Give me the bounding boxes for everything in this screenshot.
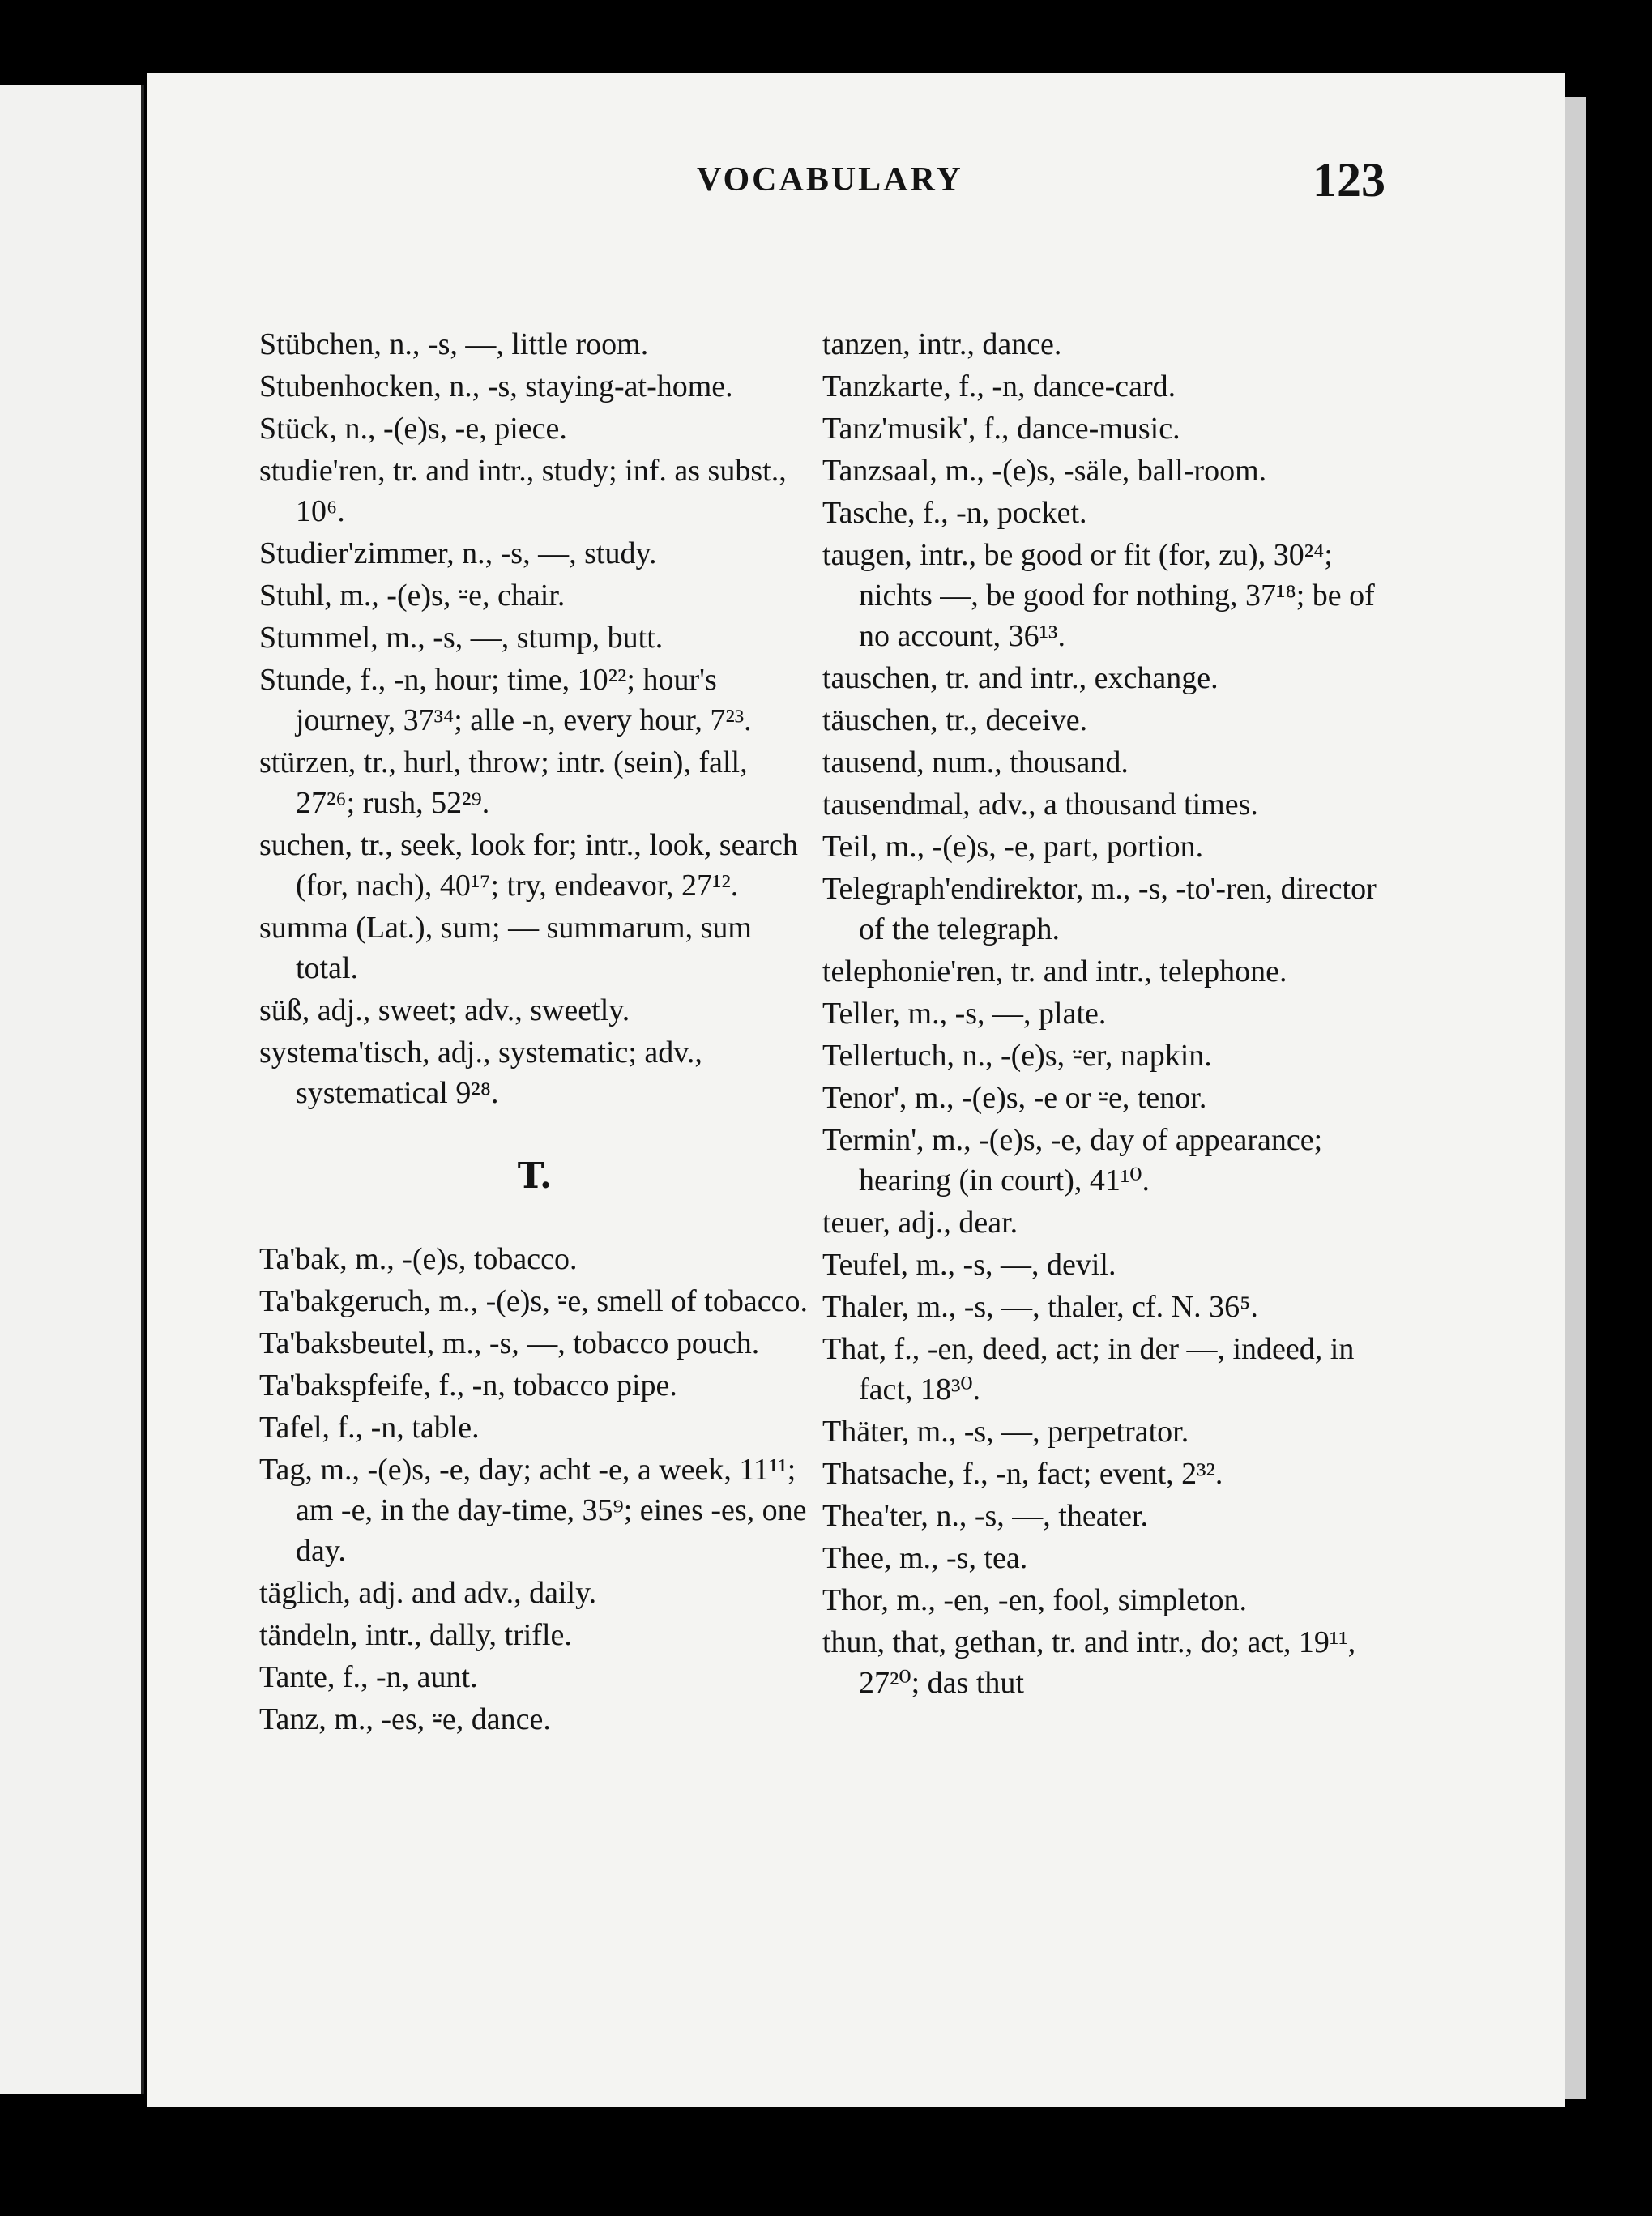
page-gutter [141, 85, 144, 2094]
vocab-entry: Stuhl, m., -(e)s, ⸚e, chair. [259, 579, 566, 613]
vocab-entry: Thäter, m., -s, —, perpetrator. [822, 1415, 1189, 1449]
vocab-entry: stürzen, tr., hurl, throw; intr. (sein), fall, 27²⁶; rush, 52²⁹. [259, 745, 748, 820]
vocab-entry: Tante, f., -n, aunt. [259, 1660, 478, 1694]
running-head: VOCABULARY [697, 161, 963, 199]
vocab-entry: Ta'bak, m., -(e)s, tobacco. [259, 1242, 578, 1276]
vocab-entry: Stunde, f., -n, hour; time, 10²²; hour's journey, 37³⁴; alle -n, every hour, 7²³. [259, 663, 752, 737]
vocab-entry: tanzen, intr., dance. [822, 327, 1062, 361]
vocab-entry: tausend, num., thousand. [822, 745, 1129, 779]
vocab-entry: taugen, intr., be good or fit (for, zu), 30²⁴; nichts —, be good for nothing, 37¹⁸; be of no account, 36¹³. [822, 538, 1375, 653]
vocab-entry: Teil, m., -(e)s, -e, part, portion. [822, 830, 1204, 864]
left-entries-after [259, 1239, 810, 1740]
vocab-entry: täuschen, tr., deceive. [822, 703, 1088, 737]
section-letter: T. [517, 1155, 553, 1197]
vocab-entry: Tenor', m., -(e)s, -e or ⸚e, tenor. [822, 1081, 1207, 1115]
vocab-entry: Tanzsaal, m., -(e)s, -säle, ball-room. [822, 454, 1267, 488]
vocab-entry: Tasche, f., -n, pocket. [822, 496, 1087, 530]
vocab-entry: süß, adj., sweet; adv., sweetly. [259, 993, 630, 1027]
page-number: 123 [1313, 153, 1385, 207]
vocab-entry: Teufel, m., -s, —, devil. [822, 1248, 1116, 1282]
left-column [259, 324, 810, 1741]
vocab-entry: tändeln, intr., dally, trifle. [259, 1618, 572, 1652]
vocab-entry: Stübchen, n., -s, —, little room. [259, 327, 649, 361]
vocab-entry: Stubenhocken, n., -s, staying-at-home. [259, 369, 733, 403]
vocab-entry: täglich, adj. and adv., daily. [259, 1576, 597, 1610]
vocab-entry: Tag, m., -(e)s, -e, day; acht -e, a week, 11¹¹; am -e, in the day-time, 35⁹; eines -es, one day. [259, 1453, 807, 1568]
vocab-entry: Thee, m., -s, tea. [822, 1541, 1028, 1575]
vocab-entry: Tellertuch, n., -(e)s, ⸚er, napkin. [822, 1039, 1212, 1073]
vocab-entry: Termin', m., -(e)s, -e, day of appearance; hearing (in court), 41¹⁰. [822, 1123, 1323, 1198]
vocab-entry: Tanz, m., -es, ⸚e, dance. [259, 1702, 551, 1736]
vocab-entry: Telegraph'endirektor, m., -s, -to'-ren, director of the telegraph. [822, 872, 1377, 946]
right-column [822, 324, 1389, 1705]
vocab-entry: summa (Lat.), sum; — summarum, sum total. [259, 911, 752, 985]
left-entries-before [259, 324, 810, 1113]
vocab-entry: Thea'ter, n., -s, —, theater. [822, 1499, 1149, 1533]
vocab-entry: thun, that, gethan, tr. and intr., do; act, 19¹¹, 27²⁰; das thut [822, 1625, 1356, 1700]
page-shadow [1565, 97, 1586, 2099]
vocab-entry: Teller, m., -s, —, plate. [822, 997, 1107, 1031]
vocab-entry: telephonie'ren, tr. and intr., telephone. [822, 954, 1287, 988]
vocab-entry: Stück, n., -(e)s, -e, piece. [259, 412, 567, 446]
vocab-entry: Studier'zimmer, n., -s, —, study. [259, 536, 657, 570]
vocab-entry: Tanzkarte, f., -n, dance-card. [822, 369, 1176, 403]
vocab-entry: studie'ren, tr. and intr., study; inf. as subst., 10⁶. [259, 454, 787, 528]
vocab-entry: Ta'baksbeutel, m., -s, —, tobacco pouch. [259, 1326, 760, 1360]
vocab-entry: Thaler, m., -s, —, thaler, cf. N. 36⁵. [822, 1290, 1258, 1324]
vocab-entry: systema'tisch, adj., systematic; adv., systematical 9²⁸. [259, 1035, 702, 1110]
facing-page-edge [0, 85, 144, 2094]
vocab-entry: Tafel, f., -n, table. [259, 1411, 480, 1445]
vocab-entry: tauschen, tr. and intr., exchange. [822, 661, 1219, 695]
vocab-entry: Ta'bakgeruch, m., -(e)s, ⸚e, smell of tobacco. [259, 1284, 808, 1318]
vocab-entry: tausendmal, adv., a thousand times. [822, 788, 1258, 822]
vocab-entry: teuer, adj., dear. [822, 1206, 1018, 1240]
vocab-entry: Tanz'musik', f., dance-music. [822, 412, 1180, 446]
vocab-entry: Ta'bakspfeife, f., -n, tobacco pipe. [259, 1368, 677, 1403]
vocab-entry: suchen, tr., seek, look for; intr., look, search (for, nach), 40¹⁷; try, endeavor, 27¹². [259, 828, 798, 903]
vocab-entry: Thor, m., -en, -en, fool, simpleton. [822, 1583, 1248, 1617]
vocab-entry: Stummel, m., -s, —, stump, butt. [259, 621, 664, 655]
vocab-entry: That, f., -en, deed, act; in der —, indeed, in fact, 18³⁰. [822, 1332, 1355, 1407]
vocab-entry: Thatsache, f., -n, fact; event, 2³². [822, 1457, 1223, 1491]
